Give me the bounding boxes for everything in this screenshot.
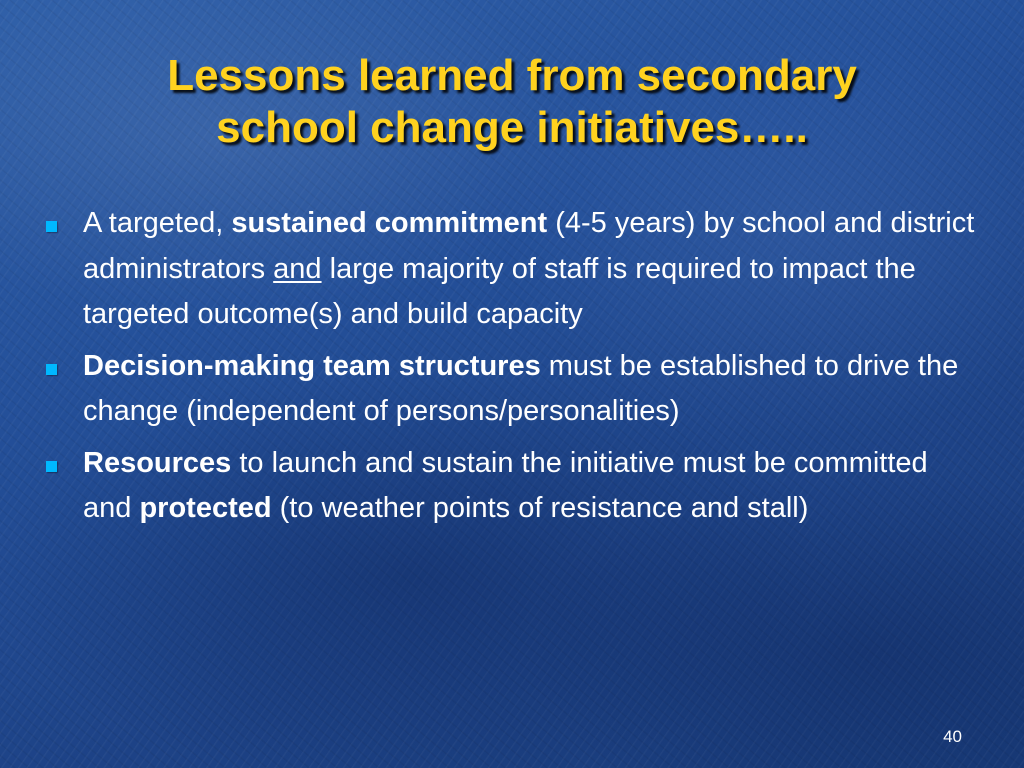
bullet-list <box>46 201 976 538</box>
bullet-text: to launch and sustain the initiative must be committed and <box>83 446 928 524</box>
bullet-emphasis: protected <box>139 492 272 524</box>
bullet-emphasis: Resources <box>83 446 232 479</box>
bullet-text: A targeted, <box>83 207 232 239</box>
bullet-underline: and <box>273 252 322 285</box>
bullet-text: must be established to drive the change (independent of persons/personalities) <box>83 349 959 427</box>
bullet-item-sustained-commitment <box>46 201 976 338</box>
slide-title-line-1: Lessons learned from secondary <box>167 51 857 100</box>
bullet-text: (4-5 years) by school and district administrators <box>83 207 975 285</box>
bullet-item-resources <box>46 441 976 532</box>
slide-title-line-2: school change initiatives….. <box>216 103 808 152</box>
slide-title <box>40 50 984 154</box>
bullet-emphasis: sustained commitment <box>231 207 548 239</box>
bullet-square-icon <box>46 461 57 472</box>
bullet-emphasis: Decision-making team structures <box>83 349 541 382</box>
bullet-item-decision-making <box>46 344 976 435</box>
page-number: 40 <box>943 727 962 746</box>
bullet-square-icon <box>46 221 57 232</box>
bullet-text: (to weather points of resistance and stall) <box>271 492 809 524</box>
bullet-square-icon <box>46 364 57 375</box>
bullet-text: large majority of staff is required to impact the targeted outcome(s) and build capacity <box>83 252 916 330</box>
